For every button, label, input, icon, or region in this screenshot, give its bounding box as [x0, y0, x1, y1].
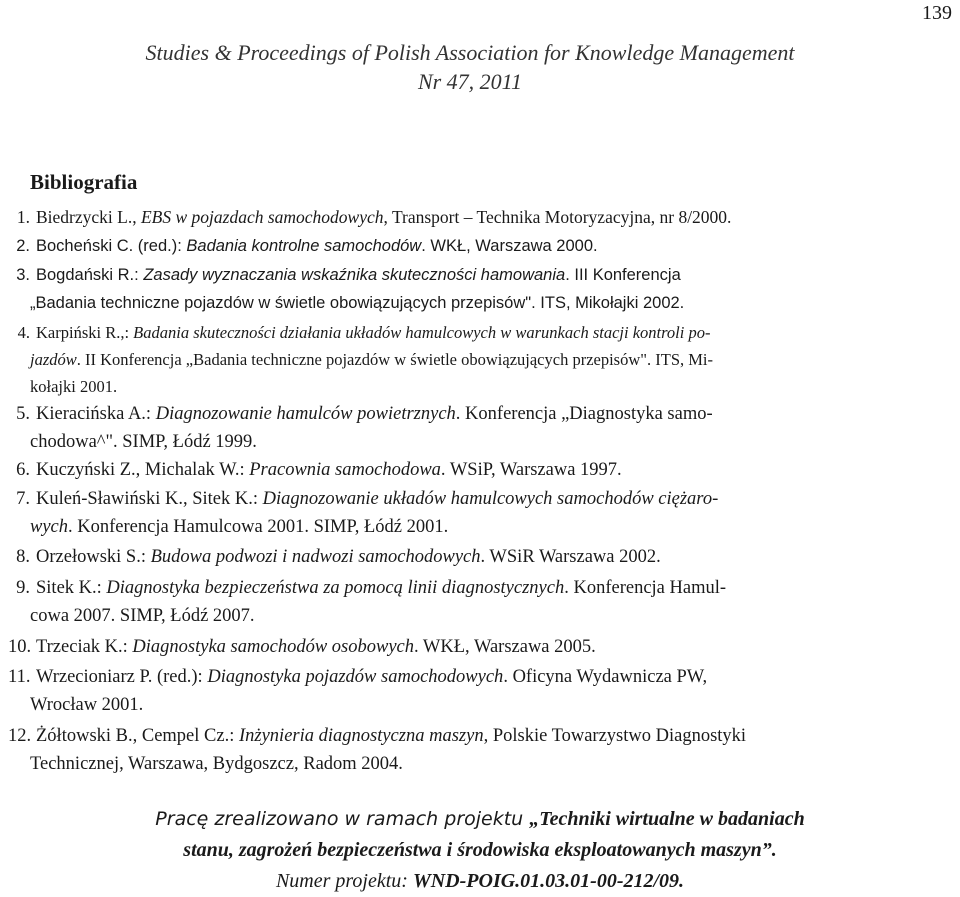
- acknowledgement-lead: Pracę zrealizowano w ramach projektu: [155, 808, 530, 830]
- reference-details: . Oficyna Wydawnicza PW,: [503, 667, 708, 687]
- reference-title: Diagnostyka pojazdów samochodowych: [207, 667, 504, 687]
- reference-number: 12.: [8, 726, 32, 746]
- reference-details: . WKŁ, Warszawa 2000.: [421, 237, 598, 255]
- reference-continuation: Wrocław 2001.: [30, 695, 144, 715]
- reference-author: Sitek K.:: [36, 578, 107, 598]
- reference-details: . Konferencja Hamul-: [564, 578, 727, 598]
- project-name-line-2: stanu, zagrożeń bezpieczeństwa i środowiska eksploatowanych maszyn”: [183, 839, 772, 861]
- reference-details: . WKŁ, Warszawa 2005.: [414, 637, 596, 657]
- project-name-line-1: „Techniki wirtualne w badaniach: [529, 808, 805, 830]
- reference-12: [8, 722, 943, 778]
- reference-title: Budowa podwozi i nadwozi samochodowych: [150, 547, 481, 567]
- reference-title: Zasady wyznaczania wskaźnika skuteczności hamowania: [143, 266, 566, 284]
- reference-5: [8, 400, 943, 456]
- project-number-value: WND-POIG.01.03.01-00-212/09.: [412, 870, 685, 892]
- project-name-dot: .: [771, 839, 777, 861]
- reference-details: . WSiR Warszawa 2002.: [480, 547, 661, 567]
- project-number-label: Numer projektu:: [275, 870, 413, 892]
- reference-number: 10.: [8, 637, 32, 657]
- reference-number: 4.: [17, 323, 30, 342]
- journal-issue: Nr 47, 2011: [417, 69, 523, 94]
- reference-title: Diagnostyka bezpieczeństwa za pomocą linii diagnostycznych: [106, 578, 565, 598]
- reference-title: Inżynieria diagnostyczna maszyn: [238, 726, 484, 746]
- reference-author: Bocheński C. (red.):: [36, 237, 187, 255]
- reference-number: 7.: [16, 489, 30, 509]
- project-acknowledgement: [0, 804, 960, 897]
- reference-number: 6.: [16, 460, 30, 480]
- section-title: Bibliografia: [30, 170, 138, 194]
- reference-7: [8, 485, 943, 541]
- reference-number: 2.: [16, 237, 30, 255]
- reference-author: Biedrzycki L.,: [36, 207, 141, 227]
- reference-continuation: . II Konferencja „Badania techniczne pojazdów w świetle obowiązujących przepisów". ITS, Mi-: [76, 350, 714, 369]
- reference-number: 9.: [16, 578, 30, 598]
- reference-title: Diagnozowanie układów hamulcowych samochodów ciężaro-: [262, 489, 719, 509]
- reference-continuation: chodowa^". SIMP, Łódź 1999.: [30, 432, 257, 452]
- reference-author: Karpiński R.,:: [36, 323, 134, 342]
- reference-11: [8, 663, 943, 719]
- reference-continuation-2: kołajki 2001.: [30, 377, 118, 396]
- reference-title: EBS w pojazdach samochodowych: [140, 207, 384, 227]
- reference-continuation: Technicznej, Warszawa, Bydgoszcz, Radom 2004.: [30, 754, 403, 774]
- reference-details: . III Konferencja: [565, 266, 681, 284]
- reference-author: Orzełowski S.:: [36, 547, 151, 567]
- reference-number: 1.: [16, 207, 30, 227]
- reference-10: [8, 633, 943, 661]
- reference-number: 8.: [16, 547, 30, 567]
- reference-continuation: . Konferencja Hamulcowa 2001. SIMP, Łódź 2001.: [68, 517, 449, 537]
- reference-title: Pracownia samochodowa: [249, 460, 441, 480]
- reference-author: Kuleń-Sławiński K., Sitek K.:: [36, 489, 263, 509]
- reference-title-continuation: jazdów: [30, 350, 77, 369]
- reference-author: Wrzecioniarz P. (red.):: [36, 667, 208, 687]
- reference-2: [8, 232, 943, 260]
- reference-author: Kieracińska A.:: [36, 404, 156, 424]
- reference-author: Żółtowski B., Cempel Cz.:: [36, 726, 239, 746]
- page-number: 139: [922, 2, 952, 24]
- reference-author: Trzeciak K.:: [36, 637, 133, 657]
- reference-1: [8, 203, 943, 231]
- reference-title: Badania kontrolne samochodów: [186, 237, 422, 255]
- reference-title-continuation: wych: [30, 517, 69, 537]
- reference-9: [8, 574, 943, 630]
- reference-8: [8, 543, 943, 571]
- reference-title: Badania skuteczności działania układów hamulcowych w warunkach stacji kontroli po-: [133, 323, 711, 342]
- reference-6: [8, 456, 943, 484]
- journal-title: Studies & Proceedings of Polish Association for Knowledge Management: [145, 40, 795, 65]
- reference-number: 3.: [16, 266, 30, 284]
- reference-number: 11.: [8, 667, 31, 687]
- reference-details: , Polskie Towarzystwo Diagnostyki: [483, 726, 747, 746]
- journal-header: [0, 38, 940, 96]
- reference-details: , Transport – Technika Motoryzacyjna, nr 8/2000.: [383, 207, 732, 227]
- reference-3: [8, 261, 943, 317]
- reference-details: . WSiP, Warszawa 1997.: [440, 460, 622, 480]
- reference-continuation: cowa 2007. SIMP, Łódź 2007.: [30, 606, 255, 626]
- reference-continuation: „Badania techniczne pojazdów w świetle obowiązujących przepisów". ITS, Mikołajki 2002.: [30, 294, 685, 312]
- reference-author: Kuczyński Z., Michalak W.:: [36, 460, 250, 480]
- reference-author: Bogdański R.:: [36, 266, 144, 284]
- reference-number: 5.: [16, 404, 30, 424]
- reference-4: [8, 319, 943, 400]
- reference-title: Diagnostyka samochodów osobowych: [132, 637, 415, 657]
- reference-details: . Konferencja „Diagnostyka samo-: [455, 404, 713, 424]
- reference-title: Diagnozowanie hamulców powietrznych: [155, 404, 456, 424]
